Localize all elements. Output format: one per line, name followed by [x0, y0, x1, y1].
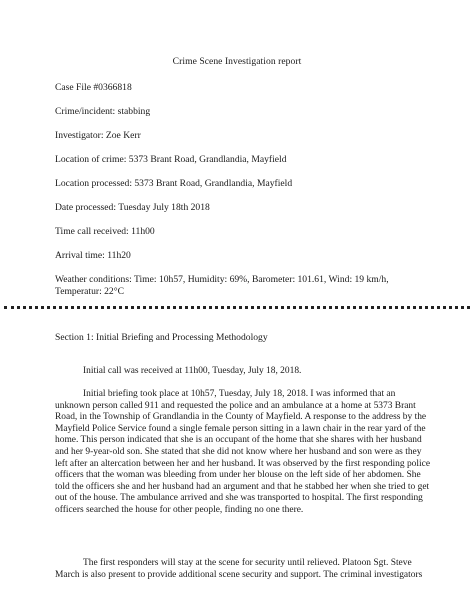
paragraph-initial-call: Initial call was received at 11h00, Tuesday, July 18, 2018.	[83, 366, 302, 376]
paragraph-initial-briefing: Initial briefing took place at 10h57, Tuesday, July 18, 2018. I was informed that an unknown person called 911 and requested the police and an ambulance at a home at 5373 Brant Road, in the Township of Grandlandia in the County of Mayfield. A response to the address by the Mayfield Police Service found a single female person sitting in a lawn chair in the rear yard of the home. This person indicated that she is an occupant of the home that she shares with her husband and her 9-year-old son. She stated that she did not know where her husband and son were as they left after an altercation between her and her husband. It was observed by the first responding police officers that the woman was bleeding from under her blouse on the left side of her abdomen. She told the officers she and her husband had an argument and that he stabbed her when she tried to get out of the house. The ambulance arrived and she was transported to hospital. The first responding officers searched the house for other people, finding no one there.	[55, 389, 431, 515]
location-processed: Location processed: 5373 Brant Road, Grandlandia, Mayfield	[55, 178, 293, 189]
location-of-crime: Location of crime: 5373 Brant Road, Grandlandia, Mayfield	[55, 154, 287, 165]
section-heading: Section 1: Initial Briefing and Processing Methodology	[55, 332, 268, 343]
time-call-received: Time call received: 11h00	[55, 226, 155, 237]
report-title: Crime Scene Investigation report	[172, 56, 302, 67]
weather-conditions: Weather conditions: Time: 10h57, Humidity: 69%, Barometer: 101.61, Wind: 19 km/h, Temperatur: 22°C	[55, 274, 389, 297]
paragraph-first-responders: The first responders will stay at the scene for security until relieved. Platoon Sgt. Steve March is also present to provide additional scene security and support. The criminal investigators	[55, 558, 423, 580]
investigator: Investigator: Zoe Kerr	[55, 130, 141, 141]
date-processed: Date processed: Tuesday July 18th 2018	[55, 202, 210, 213]
arrival-time: Arrival time: 11h20	[55, 250, 131, 261]
crime-incident: Crime/incident: stabbing	[55, 106, 151, 117]
section-divider	[4, 306, 470, 309]
case-file: Case File #0366818	[55, 82, 132, 93]
